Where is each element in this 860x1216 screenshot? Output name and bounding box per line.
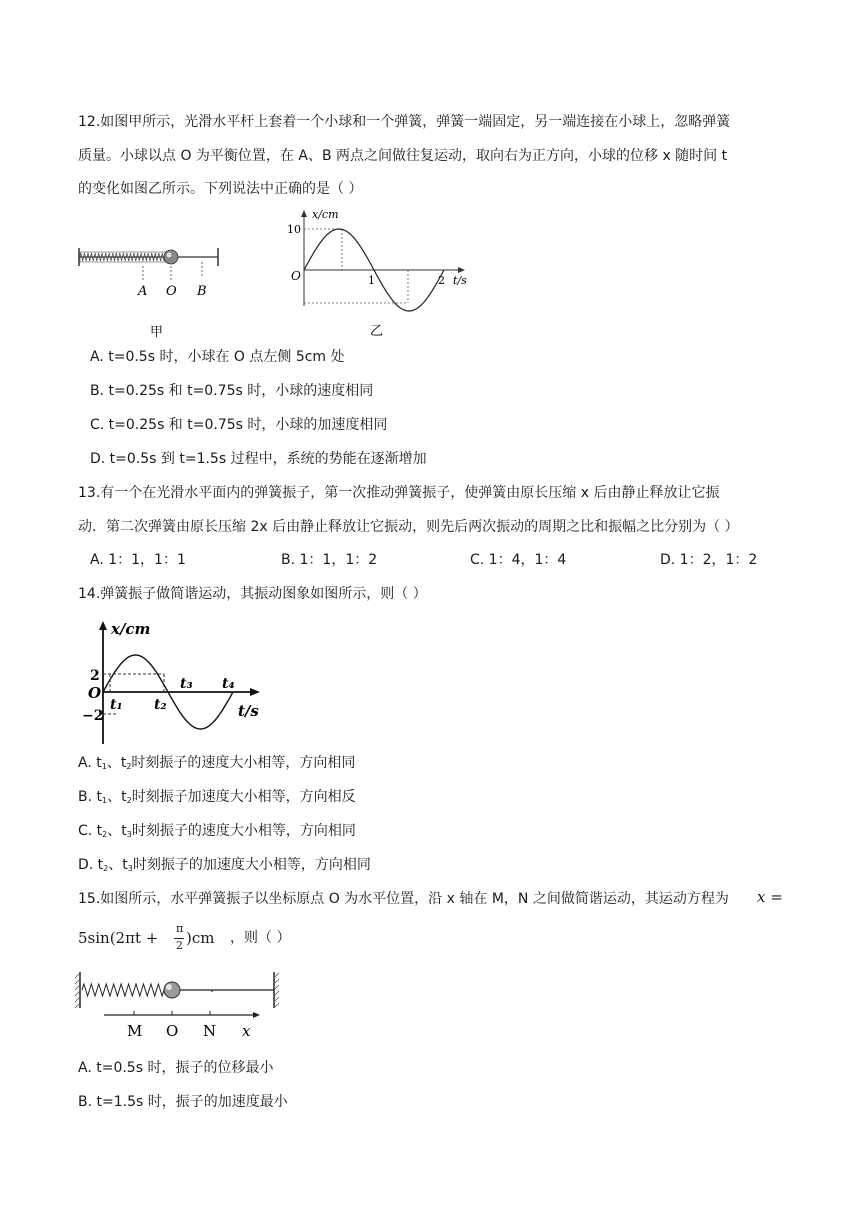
q15-eq-a: x =: [757, 888, 783, 906]
q14-stem: 14.弹簧振子做简谐运动，其振动图象如图所示，则（ ）: [78, 586, 427, 602]
q14-figure: [78, 616, 268, 748]
q15-eq-num: π: [176, 922, 184, 935]
yi-xlabel: t/s: [453, 274, 467, 287]
q15-label-m: M: [127, 1022, 143, 1040]
q15-label-x: x: [242, 1022, 251, 1040]
q14-option-d: D. $t_2$、$t_3$时刻振子的加速度大小相等，方向相同: [78, 857, 371, 873]
q13-stem-line2: 动．第二次弹簧由原长压缩 2x 后由静止释放让它振动，则先后两次振动的周期之比和振幅之比分别为（ ）: [78, 519, 739, 535]
q14-option-b: B. $t_1$、$t_2$时刻振子加速度大小相等，方向相反: [78, 789, 356, 805]
q15-eq-c: )cm: [186, 929, 215, 947]
q14-xlabel: t/s: [238, 702, 259, 720]
q12-figure-jia: [76, 240, 226, 342]
q15-option-b: B. t=1.5s 时，振子的加速度最小: [78, 1094, 288, 1110]
q12-option-d: D. t=0.5s 到 t=1.5s 过程中，系统的势能在逐渐增加: [90, 451, 427, 467]
yi-ylabel: x/cm: [312, 208, 339, 221]
q14-ylabel: x/cm: [111, 620, 151, 638]
q14-pos-tick: 2: [90, 668, 100, 684]
q13-option-b: B. 1：1，1：2: [281, 552, 378, 568]
label-b: B: [197, 284, 207, 299]
q12-option-c: C. t=0.25s 和 t=0.75s 时，小球的加速度相同: [90, 417, 388, 433]
q14-t3: t₃: [180, 676, 193, 692]
q14-t1: t₁: [110, 697, 123, 713]
q12-figure-yi: [284, 206, 484, 340]
label-a: A: [138, 284, 148, 299]
q15-label-o: O: [166, 1022, 179, 1040]
q14-t4: t₄: [222, 676, 235, 692]
q15-label-n: N: [203, 1022, 217, 1040]
q15-figure: [74, 966, 284, 1050]
caption-yi: 乙: [370, 324, 384, 339]
q15-stem-tail: ，则（ ）: [230, 930, 291, 946]
q12-option-b: B. t=0.25s 和 t=0.75s 时，小球的速度相同: [90, 383, 374, 399]
q14-option-a: A. $t_1$、$t_2$时刻振子的速度大小相等，方向相同: [78, 755, 356, 771]
q15-stem-line1: 15.如图所示，水平弹簧振子以坐标原点 O 为水平位置，沿 x 轴在 M，N 之间做简谐运动，其运动方程为: [78, 891, 729, 907]
q13-option-d: D. 1：2，1：2: [660, 552, 758, 568]
q14-neg-tick: −2: [82, 708, 104, 724]
q12-stem-line2: 质量。小球以点 O 为平衡位置，在 A、B 两点之间做往复运动，取向右为正方向，小球的位移 x 随时间 t: [78, 148, 728, 164]
q12-stem-line3: 的变化如图乙所示。下列说法中正确的是（ ）: [78, 181, 363, 197]
yi-origin: O: [291, 269, 301, 283]
q12-stem-line1: 12.如图甲所示，光滑水平杆上套着一个小球和一个弹簧，弹簧一端固定，另一端连接在小球上，忽略弹簧: [78, 114, 731, 130]
q14-origin: O: [88, 684, 102, 702]
q13-stem-line1: 13.有一个在光滑水平面内的弹簧振子，第一次推动弹簧振子，使弹簧由原长压缩 x 后由静止释放让它振: [78, 485, 720, 501]
q13-option-c: C. 1：4，1：4: [470, 552, 567, 568]
q15-option-a: A. t=0.5s 时，振子的位移最小: [78, 1060, 274, 1076]
q13-option-a: A. 1：1，1：1: [90, 552, 186, 568]
yi-xtick1: 1: [368, 274, 375, 287]
q14-option-c: C. $t_2$、$t_3$时刻振子的速度大小相等，方向相同: [78, 823, 356, 839]
q14-t2: t₂: [154, 697, 167, 713]
caption-jia: 甲: [150, 325, 164, 340]
q12-option-a: A. t=0.5s 时，小球在 O 点左侧 5cm 处: [90, 349, 345, 365]
yi-ytick: 10: [287, 223, 301, 236]
q15-eq-b: 5sin(2πt +: [78, 929, 159, 947]
yi-xtick2: 2: [438, 274, 445, 287]
q15-eq-den: 2: [176, 939, 183, 952]
label-o: O: [166, 284, 177, 299]
